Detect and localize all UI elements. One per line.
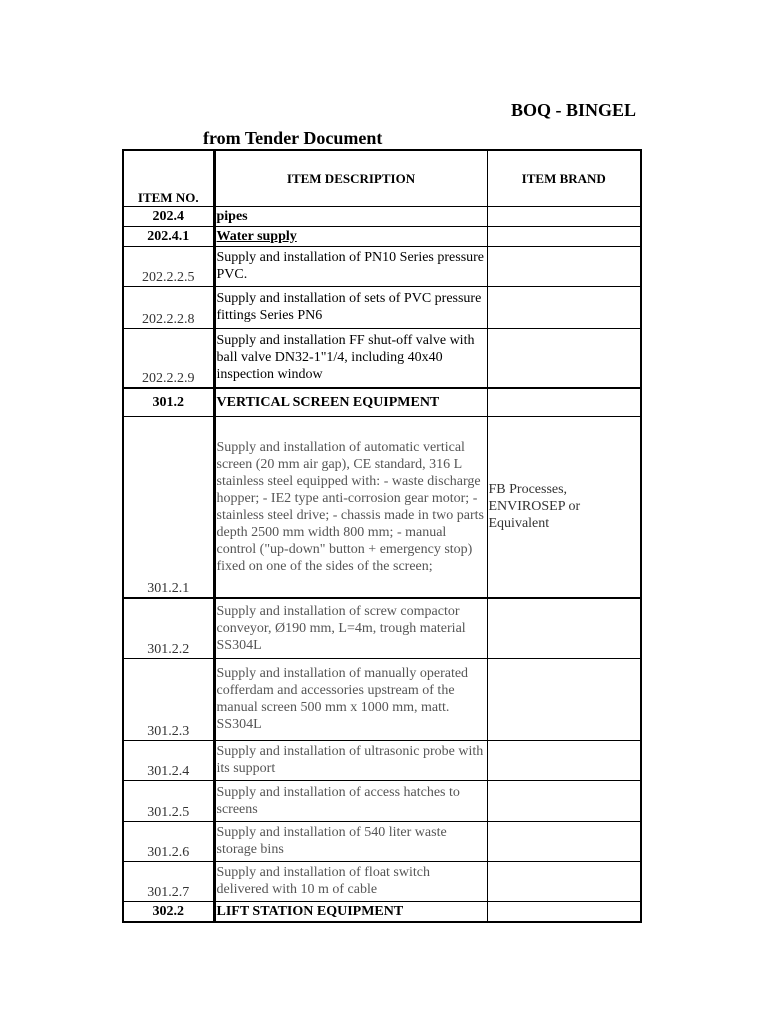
- item-brand-cell: [487, 388, 641, 416]
- table-row: [123, 821, 641, 861]
- boq-table: [122, 149, 642, 923]
- item-no-cell: 202.2.2.9: [123, 328, 214, 388]
- item-brand-cell: [487, 246, 641, 286]
- table-row: [123, 226, 641, 246]
- item-brand-cell: [487, 861, 641, 901]
- item-brand-cell: FB Processes, ENVIROSEP or Equivalent: [487, 416, 641, 598]
- table-header-row: [123, 150, 641, 206]
- item-brand-cell: [487, 206, 641, 226]
- item-no-cell: 202.4.1: [123, 226, 214, 246]
- table-row: [123, 861, 641, 901]
- item-description-cell: Supply and installation of 540 liter waste storage bins: [214, 821, 487, 861]
- item-brand-cell: [487, 740, 641, 780]
- table-row: [123, 740, 641, 780]
- item-no-cell: 301.2.7: [123, 861, 214, 901]
- item-no-cell: 301.2.3: [123, 658, 214, 740]
- item-description-cell: pipes: [214, 206, 487, 226]
- table-row: [123, 598, 641, 658]
- header-item-brand: ITEM BRAND: [487, 150, 641, 206]
- item-no-cell: 202.2.2.8: [123, 286, 214, 328]
- table-row: [123, 388, 641, 416]
- item-description-cell: Supply and installation of ultrasonic probe with its support: [214, 740, 487, 780]
- item-no-cell: 301.2: [123, 388, 214, 416]
- header-item-description: ITEM DESCRIPTION: [214, 150, 487, 206]
- item-no-cell: 301.2.4: [123, 740, 214, 780]
- item-description-cell: Supply and installation of PN10 Series pressure PVC.: [214, 246, 487, 286]
- item-description-cell: Supply and installation of screw compactor conveyor, Ø190 mm, L=4m, trough material SS304L: [214, 598, 487, 658]
- item-brand-cell: [487, 658, 641, 740]
- item-no-cell: 301.2.6: [123, 821, 214, 861]
- item-no-cell: 302.2: [123, 901, 214, 922]
- item-description-cell: Supply and installation FF shut-off valve with ball valve DN32-1"1/4, including 40x40 inspection window: [214, 328, 487, 388]
- table-row: [123, 901, 641, 922]
- item-no-cell: 301.2.1: [123, 416, 214, 598]
- item-description-cell: Supply and installation of access hatches to screens: [214, 780, 487, 821]
- item-no-cell: 202.4: [123, 206, 214, 226]
- table-row: [123, 246, 641, 286]
- item-brand-cell: [487, 226, 641, 246]
- table-row: [123, 328, 641, 388]
- item-description-cell: Supply and installation of automatic vertical screen (20 mm air gap), CE standard, 316 L stainless steel equipped with: - waste discharge hopper; - IE2 type anti-corrosion gear motor; - stainless steel drive; - chassis made in two parts depth 2500 mm width 800 mm; - manual control ("up-down" button + emergency stop) fixed on one of the sides of the screen;: [214, 416, 487, 598]
- item-no-cell: 202.2.2.5: [123, 246, 214, 286]
- table-row: [123, 286, 641, 328]
- item-brand-cell: [487, 821, 641, 861]
- table-row: [123, 780, 641, 821]
- item-description-cell: Supply and installation of manually operated cofferdam and accessories upstream of the manual screen 500 mm x 1000 mm, matt. SS304L: [214, 658, 487, 740]
- item-description-cell: Water supply: [214, 226, 487, 246]
- page-subtitle: from Tender Document: [203, 128, 383, 148]
- item-brand-cell: [487, 286, 641, 328]
- item-no-cell: 301.2.5: [123, 780, 214, 821]
- item-description-cell: Supply and installation of float switch delivered with 10 m of cable: [214, 861, 487, 901]
- header-item-no: ITEM NO.: [123, 150, 214, 206]
- table-row: [123, 206, 641, 226]
- item-description-cell: Supply and installation of sets of PVC pressure fittings Series PN6: [214, 286, 487, 328]
- item-description-cell: VERTICAL SCREEN EQUIPMENT: [214, 388, 487, 416]
- page-title: BOQ - BINGEL: [511, 100, 637, 120]
- table-row: [123, 416, 641, 598]
- item-no-cell: 301.2.2: [123, 598, 214, 658]
- item-brand-cell: [487, 328, 641, 388]
- table-row: [123, 658, 641, 740]
- item-brand-cell: [487, 598, 641, 658]
- item-brand-cell: [487, 901, 641, 922]
- item-brand-cell: [487, 780, 641, 821]
- item-description-cell: LIFT STATION EQUIPMENT: [214, 901, 487, 922]
